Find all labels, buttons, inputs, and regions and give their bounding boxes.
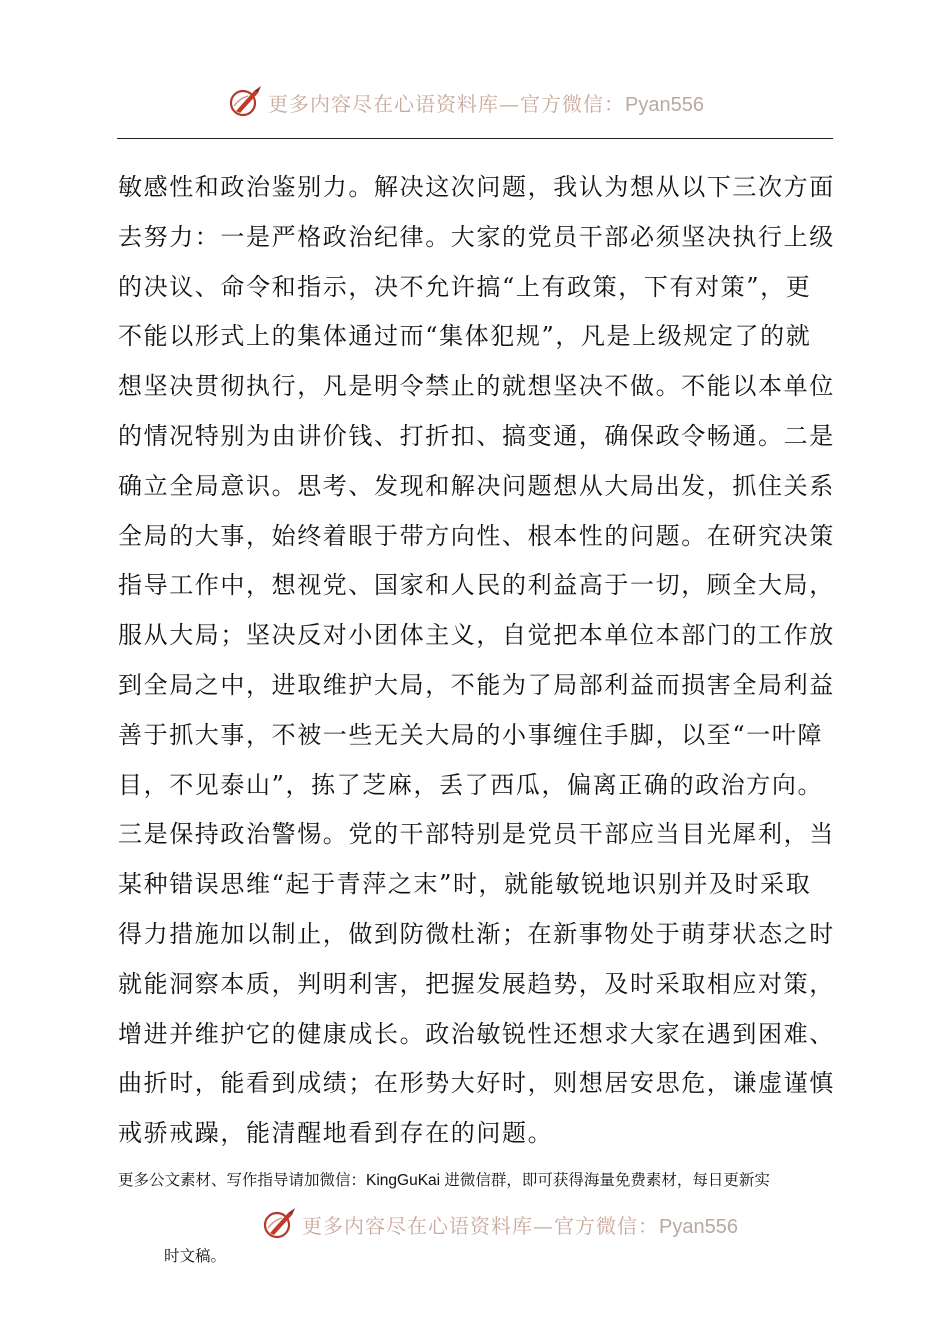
body-line: 曲折时，能看到成绩；在形势大好时，则想居安思危，谦虚谨慎 (118, 1069, 835, 1098)
body-line: 善于抓大事，不被一些无关大局的小事缠住手脚，以至“一叶障 (118, 720, 824, 749)
body-line: 去努力：一是严格政治纪律。大家的党员干部必须坚决执行上级 (118, 222, 835, 251)
footer-note-line1: 更多公文素材、写作指导请加微信：KingGuKai 进微信群，即可获得海量免费素材，每日更新实 (118, 1172, 770, 1189)
body-line: 到全局之中，进取维护大局，不能为了局部利益而损害全局利益 (118, 670, 835, 699)
body-line: 不能以形式上的集体通过而“集体犯规”，凡是上级规定了的就 (118, 322, 812, 351)
body-line: 的情况特别为由讲价钱、打折扣、搞变通，确保政令畅通。二是 (118, 421, 835, 450)
body-line: 指导工作中，想视党、国家和人民的利益高于一切，顾全大局， (118, 571, 835, 600)
body-line: 全局的大事，始终着眼于带方向性、根本性的问题。在研究决策 (118, 521, 835, 550)
body-line: 某种错误思维“起于青萍之末”时，就能敏锐地识别并及时采取 (118, 870, 812, 899)
footer-wechat-id: Pyan556 (659, 1215, 738, 1238)
body-line: 确立全局意识。思考、发现和解决问题想从大局出发，抓住关系 (118, 471, 835, 500)
body-line: 三是保持政治警惕。党的干部特别是党员干部应当目光犀利，当 (118, 820, 835, 849)
header-banner-label: 更多内容尽在心语资料库—官方微信： (268, 91, 625, 116)
document-body (118, 163, 834, 1159)
footer-banner (0, 1204, 950, 1244)
header-divider (117, 138, 833, 139)
pen-quill-logo-icon (228, 84, 264, 120)
body-line: 戒骄戒躁，能清醒地看到存在的问题。 (118, 1119, 554, 1148)
body-line: 敏感性和政治鉴别力。解决这次问题，我认为想从以下三次方面 (118, 173, 835, 201)
footer-banner-label: 更多内容尽在心语资料库—官方微信： (302, 1213, 659, 1238)
header-wechat-id: Pyan556 (625, 93, 704, 116)
body-line: 得力措施加以制止，做到防微杜渐；在新事物处于萌芽状态之时 (118, 919, 835, 948)
footer-note-line2: 时文稿。 (164, 1248, 227, 1265)
body-line: 就能洞察本质，判明利害，把握发展趋势，及时采取相应对策， (118, 969, 835, 998)
pen-quill-logo-icon (262, 1206, 298, 1242)
footer-banner-text (302, 1210, 738, 1239)
header-banner (0, 82, 950, 122)
header-banner-text (268, 88, 704, 117)
body-line: 目，不见泰山”，拣了芝麻，丢了西瓜，偏离正确的政治方向。 (118, 770, 824, 799)
body-line: 服从大局；坚决反对小团体主义，自觉把本单位本部门的工作放 (118, 621, 835, 650)
body-line: 想坚决贯彻执行，凡是明令禁止的就想坚决不做。不能以本单位 (118, 372, 835, 401)
body-line: 增进并维护它的健康成长。政治敏锐性还想求大家在遇到困难、 (118, 1019, 835, 1048)
body-line: 的决议、命令和指示，决不允许搞“上有政策，下有对策”，更 (118, 272, 812, 301)
